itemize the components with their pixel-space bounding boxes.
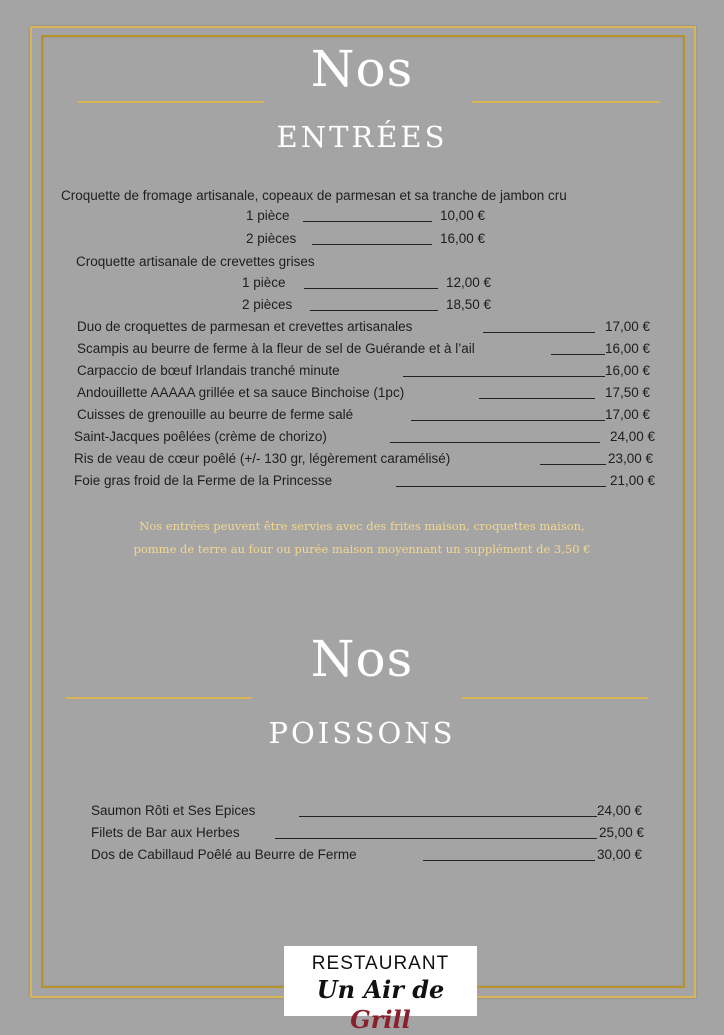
poissons-title-line1: Nos [310,630,414,688]
entree-item-name: Andouillette AAAAA grillée et sa sauce Binchoise (1pc) [77,385,405,400]
entree-item-price: 17,50 € [605,385,651,400]
price-leader-line [396,486,606,487]
price-leader-line [551,354,605,355]
entrees-title-line1: Nos [310,40,414,98]
poisson-item-name: Dos de Cabillaud Poêlé au Beurre de Ferme [91,847,357,862]
price-leader-line [423,860,595,861]
entree-item-1 [61,187,567,205]
poisson-item-price: 30,00 € [597,847,643,862]
poissons-title-line2: poissons [268,704,456,753]
price-leader-line [403,376,605,377]
logo-name-part2: Grill [350,1005,411,1034]
price-leader-line [540,464,606,465]
entree-item-name: 2 pièces [246,231,297,246]
poisson-item-name: Saumon Rôti et Ses Epices [91,803,256,818]
entree-item-10 [77,384,663,402]
entree-item-9 [77,362,663,380]
price-leader-line [312,244,432,245]
price-leader-line [483,332,595,333]
entree-item-11 [77,406,663,424]
poisson-item-price: 25,00 € [599,825,645,840]
entree-item-12 [74,428,666,446]
supplement-note-line2: pomme de terre au four ou purée maison moyennant un supplément de 3,50 € [133,542,591,556]
entree-item-name: Croquette artisanale de crevettes grises [76,254,315,269]
entrees-title-line2: entrées [276,108,448,157]
entree-item-name: 1 pièce [246,208,290,223]
price-leader-line [479,398,595,399]
restaurant-logo [284,946,477,1034]
entree-item-price: 12,00 € [446,275,492,290]
logo-name-part1: Un Air de [316,975,445,1004]
entree-item-name: Ris de veau de cœur poêlé (+/- 130 gr, légèrement caramélisé) [74,451,451,466]
entree-item-price: 18,50 € [446,297,492,312]
entree-item-4 [76,253,315,271]
entree-item-name: 1 pièce [242,275,286,290]
entree-item-name: Cuisses de grenouille au beurre de ferme salé [77,407,354,422]
entree-item-price: 16,00 € [605,341,651,356]
entrees-deco-line-right [472,101,660,103]
entree-item-name: Saint-Jacques poêlées (crème de chorizo) [74,429,327,444]
entree-item-8 [77,340,663,358]
poisson-item-1 [91,802,655,820]
entree-item-price: 17,00 € [605,407,651,422]
poisson-item-price: 24,00 € [597,803,643,818]
entree-item-13 [74,450,666,468]
entree-item-name: Scampis au beurre de ferme à la fleur de sel de Guérande et à l’ail [77,341,475,356]
poissons-deco-line-right [462,697,648,699]
price-leader-line [390,442,600,443]
entree-item-price: 21,00 € [610,473,656,488]
entree-item-3 [246,230,502,248]
entree-item-6 [242,296,504,314]
entree-item-name: Carpaccio de bœuf Irlandais tranché minute [77,363,340,378]
supplement-note-line1: Nos entrées peuvent être servies avec des frites maison, croquettes maison, [139,519,585,533]
entree-item-price: 17,00 € [605,319,651,334]
entree-item-name: Foie gras froid de la Ferme de la Princesse [74,473,333,488]
entree-item-name: Duo de croquettes de parmesan et crevettes artisanales [77,319,413,334]
price-leader-line [299,816,597,817]
entree-item-price: 23,00 € [608,451,654,466]
poisson-item-2 [91,824,655,842]
price-leader-line [303,221,432,222]
logo-name [284,975,477,1035]
poisson-item-3 [91,846,655,864]
poisson-item-name: Filets de Bar aux Herbes [91,825,240,840]
price-leader-line [411,420,605,421]
entree-item-price: 16,00 € [440,231,486,246]
poissons-deco-line-left [66,697,252,699]
entree-item-14 [74,472,666,490]
entree-item-price: 10,00 € [440,208,486,223]
entree-item-name: Croquette de fromage artisanale, copeaux de parmesan et sa tranche de jambon cru [61,188,567,203]
price-leader-line [275,838,597,839]
entree-item-price: 24,00 € [610,429,656,444]
entree-item-2 [246,207,502,225]
entree-item-name: 2 pièces [242,297,293,312]
logo-restaurant-text: RESTAURANT [311,953,450,974]
entrees-deco-line-left [78,101,264,103]
entree-item-7 [77,318,663,336]
price-leader-line [310,310,438,311]
price-leader-line [304,288,438,289]
entree-item-5 [242,274,504,292]
entree-item-price: 16,00 € [605,363,651,378]
